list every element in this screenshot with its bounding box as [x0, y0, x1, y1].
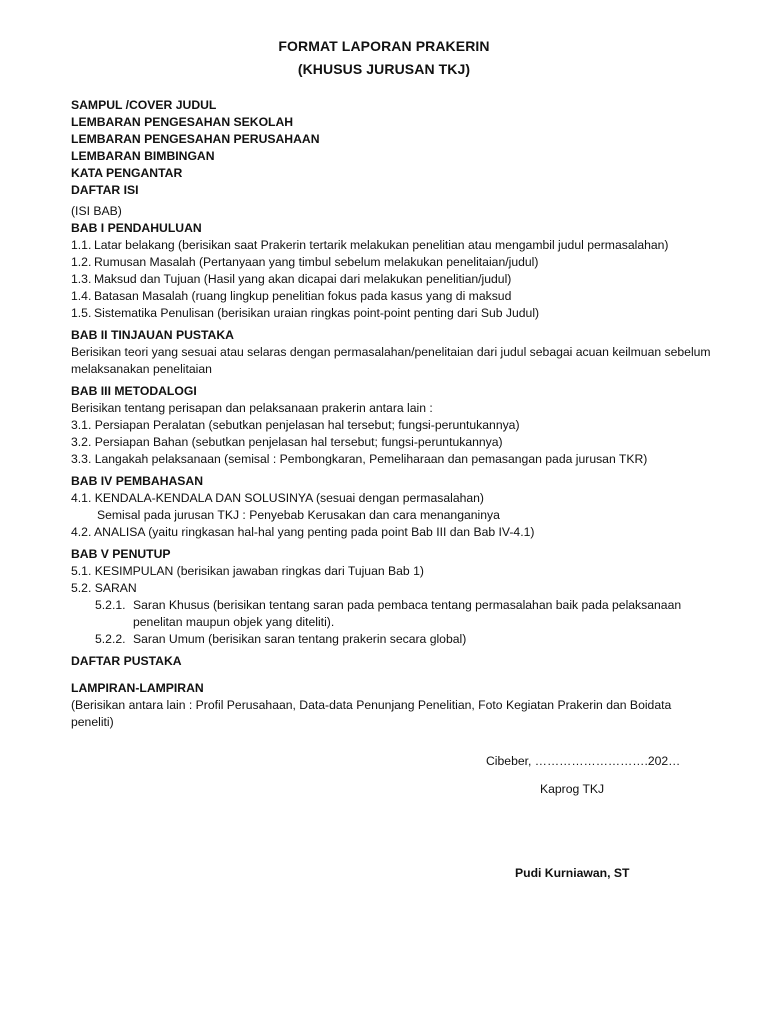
item-text: Batasan Masalah (ruang lingkup penelitian fokus pada kasus yang di maksud	[94, 289, 512, 303]
front-matter-item: KATA PENGANTAR	[71, 166, 183, 180]
bab-5-subitem	[71, 597, 711, 631]
item-number: 1.4.	[71, 289, 92, 303]
document-subtitle: (KHUSUS JURUSAN TKJ)	[297, 61, 471, 77]
item-number: 1.2.	[71, 255, 92, 269]
item-text: Rumusan Masalah (Pertanyaan yang timbul sebelum melakukan penelitaian/judul)	[94, 255, 539, 269]
item-text: Maksud dan Tujuan (Hasil yang akan dicapai dari melakukan penelitian/judul)	[94, 272, 512, 286]
front-matter-item: LEMBARAN BIMBINGAN	[71, 149, 215, 163]
bab-5-section	[71, 546, 711, 648]
bab-4-heading: BAB IV PEMBAHASAN	[71, 474, 204, 488]
item-number: 1.1.	[71, 238, 92, 252]
bab-1-heading: BAB I PENDAHULUAN	[71, 221, 202, 235]
bab-3-item: 3.2. Persiapan Bahan (sebutkan penjelasan hal tersebut; fungsi-peruntukannya)	[71, 435, 503, 449]
bab-4-item: 4.2. ANALISA (yaitu ringkasan hal-hal yang penting pada point Bab III dan Bab IV-4.1)	[71, 525, 535, 539]
bab-3-intro: Berisikan tentang perisapan dan pelaksanaan prakerin antara lain :	[71, 401, 433, 415]
bab-3-item: 3.3. Langakah pelaksanaan (semisal : Pembongkaran, Pemeliharaan dan pemasangan pada jurusan TKR)	[71, 452, 648, 466]
bab-2-section	[71, 327, 711, 378]
bab-4-section	[71, 473, 711, 541]
bab-1-item	[71, 271, 711, 288]
bab-4-item-note: Semisal pada jurusan TKJ : Penyebab Kerusakan dan cara menanganinya	[97, 508, 500, 522]
lampiran-heading: LAMPIRAN-LAMPIRAN	[71, 681, 204, 695]
bab-1-item	[71, 254, 711, 271]
bab-1-section	[71, 220, 711, 322]
bab-1-item	[71, 237, 711, 254]
isi-bab-label: (ISI BAB)	[71, 204, 122, 218]
bab-1-item	[71, 305, 711, 322]
document-title: FORMAT LAPORAN PRAKERIN	[278, 38, 490, 54]
front-matter-item: SAMPUL /COVER JUDUL	[71, 98, 217, 112]
bab-5-heading: BAB V PENUTUP	[71, 547, 171, 561]
bab-5-item: 5.2. SARAN	[71, 581, 137, 595]
subitem-text: Saran Khusus (berisikan tentang saran pada pembaca tentang permasalahan baik pada pelaksanaan penelitan maupun objek yang diteliti).	[133, 598, 682, 629]
document-body	[71, 97, 711, 731]
item-number: 1.3.	[71, 272, 92, 286]
bab-5-item: 5.1. KESIMPULAN (berisikan jawaban ringkas dari Tujuan Bab 1)	[71, 564, 424, 578]
lampiran-section	[71, 680, 711, 731]
bab-5-subitem	[71, 631, 711, 648]
bab-3-item: 3.1. Persiapan Peralatan (sebutkan penjelasan hal tersebut; fungsi-peruntukannya)	[71, 418, 520, 432]
subitem-number: 5.2.2.	[95, 632, 126, 646]
bab-4-item: 4.1. KENDALA-KENDALA DAN SOLUSINYA (sesuai dengan permasalahan)	[71, 491, 484, 505]
signature-place-date: Cibeber, ……………………….202…	[486, 754, 681, 768]
front-matter-list	[71, 97, 711, 199]
bab-3-heading: BAB III METODALOGI	[71, 384, 197, 398]
subitem-number: 5.2.1.	[95, 598, 126, 612]
item-text: Latar belakang (berisikan saat Prakerin tertarik melakukan penelitian atau mengambil judul permasalahan)	[94, 238, 669, 252]
front-matter-item: DAFTAR ISI	[71, 183, 139, 197]
item-text: Sistematika Penulisan (berisikan uraian ringkas point-point penting dari Sub Judul)	[94, 306, 540, 320]
bab-3-section	[71, 383, 711, 468]
bab-2-heading: BAB II TINJAUAN PUSTAKA	[71, 328, 234, 342]
daftar-pustaka-heading: DAFTAR PUSTAKA	[71, 654, 182, 668]
signature-name: Pudi Kurniawan, ST	[515, 866, 630, 880]
lampiran-text: (Berisikan antara lain : Profil Perusahaan, Data-data Penunjang Penelitian, Foto Kegiatan Prakerin dan Boidata peneliti)	[71, 698, 672, 729]
front-matter-item: LEMBARAN PENGESAHAN PERUSAHAAN	[71, 132, 320, 146]
front-matter-item: LEMBARAN PENGESAHAN SEKOLAH	[71, 115, 294, 129]
bab-2-text: Berisikan teori yang sesuai atau selaras dengan permasalahan/penelitaian dari judul sebagai acuan keilmuan sebelum melaksanakan penelitaian	[71, 345, 711, 376]
subitem-text: Saran Umum (berisikan saran tentang prakerin secara global)	[133, 632, 467, 646]
signature-role: Kaprog TKJ	[540, 782, 605, 796]
bab-1-item	[71, 288, 711, 305]
item-number: 1.5.	[71, 306, 92, 320]
